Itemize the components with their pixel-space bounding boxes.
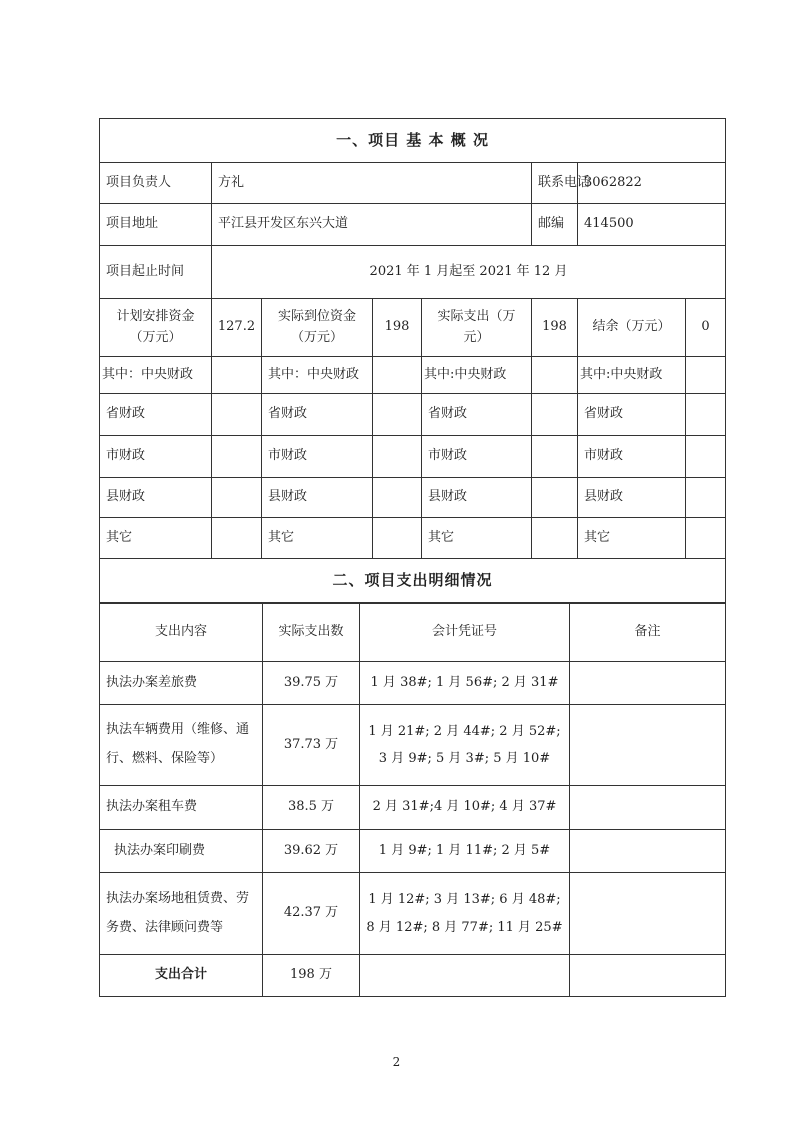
total-amount: 198 万 [263, 955, 360, 997]
source-label: 其它 [262, 518, 373, 559]
source-label: 市财政 [578, 436, 686, 478]
source-label: 其它 [100, 518, 212, 559]
expense-row [100, 830, 726, 873]
source-value [373, 518, 422, 559]
source-value [373, 394, 422, 436]
spent-funds-value: 198 [532, 299, 578, 357]
expense-note [570, 873, 726, 955]
source-value [686, 394, 726, 436]
source-row-city [100, 436, 726, 478]
expense-voucher: 1 月 38#; 1 月 56#; 2 月 31# [360, 662, 570, 705]
expense-note [570, 786, 726, 830]
source-label: 市财政 [262, 436, 373, 478]
expense-voucher: 1 月 21#; 2 月 44#; 2 月 52#; 3 月 9#; 5 月 3#; 5 月 10# [360, 705, 570, 786]
source-row-other [100, 518, 726, 559]
postcode-label: 邮编 [532, 204, 578, 246]
balance-value: 0 [686, 299, 726, 357]
total-voucher [360, 955, 570, 997]
project-overview-table [99, 118, 726, 603]
expense-row [100, 705, 726, 786]
expense-note [570, 705, 726, 786]
planned-funds-value: 127.2 [212, 299, 262, 357]
header-amount: 实际支出数 [263, 604, 360, 662]
source-value [532, 436, 578, 478]
balance-label: 结余（万元） [578, 299, 686, 357]
address-value: 平江县开发区东兴大道 [212, 204, 532, 246]
source-label: 县财政 [100, 478, 212, 518]
section2-title: 二、项目支出明细情况 [100, 559, 726, 603]
source-value [212, 357, 262, 394]
source-row-central [100, 357, 726, 394]
expense-content: 执法办案差旅费 [100, 662, 263, 705]
total-label: 支出合计 [100, 955, 263, 997]
source-row-province [100, 394, 726, 436]
expense-amount: 42.37 万 [263, 873, 360, 955]
expense-amount: 39.62 万 [263, 830, 360, 873]
source-value [373, 478, 422, 518]
page-number: 2 [392, 1055, 401, 1069]
postcode-value: 414500 [578, 204, 726, 246]
source-value [212, 478, 262, 518]
manager-label: 项目负责人 [100, 163, 212, 204]
expense-note [570, 662, 726, 705]
source-value [532, 478, 578, 518]
expense-amount: 37.73 万 [263, 705, 360, 786]
source-label: 其中：中央财政 [100, 357, 212, 394]
source-value [686, 436, 726, 478]
source-label: 省财政 [262, 394, 373, 436]
source-value [532, 394, 578, 436]
spent-funds-label: 实际支出（万元） [422, 299, 532, 357]
expense-content: 执法车辆费用（维修、通行、燃料、保险等） [100, 705, 263, 786]
source-label: 县财政 [422, 478, 532, 518]
expense-amount: 38.5 万 [263, 786, 360, 830]
expense-amount: 39.75 万 [263, 662, 360, 705]
source-value [373, 357, 422, 394]
source-value [532, 357, 578, 394]
expense-voucher: 1 月 12#; 3 月 13#; 6 月 48#; 8 月 12#; 8 月 77#; 11 月 25# [360, 873, 570, 955]
source-value [686, 478, 726, 518]
source-label: 省财政 [578, 394, 686, 436]
source-label: 其中:中央财政 [578, 357, 686, 394]
period-label: 项目起止时间 [100, 246, 212, 299]
source-value [212, 436, 262, 478]
source-label: 省财政 [422, 394, 532, 436]
source-value [686, 518, 726, 559]
expense-content: 执法办案场地租赁费、劳务费、法律顾问费等 [100, 873, 263, 955]
expense-content: 执法办案印刷费 [100, 830, 263, 873]
header-note: 备注 [570, 604, 726, 662]
source-label: 省财政 [100, 394, 212, 436]
source-value [212, 518, 262, 559]
source-label: 其中:中央财政 [422, 357, 532, 394]
source-label: 其中：中央财政 [262, 357, 373, 394]
address-label: 项目地址 [100, 204, 212, 246]
expense-note [570, 830, 726, 873]
expense-voucher: 1 月 9#; 1 月 11#; 2 月 5# [360, 830, 570, 873]
source-value [532, 518, 578, 559]
planned-funds-label: 计划安排资金（万元） [100, 299, 212, 357]
header-voucher: 会计凭证号 [360, 604, 570, 662]
actual-funds-value: 198 [373, 299, 422, 357]
source-label: 市财政 [422, 436, 532, 478]
expense-voucher: 2 月 31#;4 月 10#; 4 月 37# [360, 786, 570, 830]
total-row [100, 955, 726, 997]
source-label: 市财政 [100, 436, 212, 478]
source-value [212, 394, 262, 436]
period-value: 2021 年 1 月起至 2021 年 12 月 [212, 246, 726, 299]
expense-detail-table [99, 603, 726, 997]
source-label: 其它 [578, 518, 686, 559]
header-content: 支出内容 [100, 604, 263, 662]
section1-title: 一、项目 基 本 概 况 [100, 119, 726, 163]
source-label: 县财政 [262, 478, 373, 518]
expense-row [100, 873, 726, 955]
phone-label: 联系电话 [532, 163, 578, 204]
actual-funds-label: 实际到位资金（万元） [262, 299, 373, 357]
source-row-county [100, 478, 726, 518]
source-label: 县财政 [578, 478, 686, 518]
expense-row [100, 662, 726, 705]
expense-content: 执法办案租车费 [100, 786, 263, 830]
expense-row [100, 786, 726, 830]
source-label: 其它 [422, 518, 532, 559]
source-value [686, 357, 726, 394]
total-note [570, 955, 726, 997]
manager-value: 方礼 [212, 163, 532, 204]
phone-value: 3062822 [578, 163, 726, 204]
source-value [373, 436, 422, 478]
